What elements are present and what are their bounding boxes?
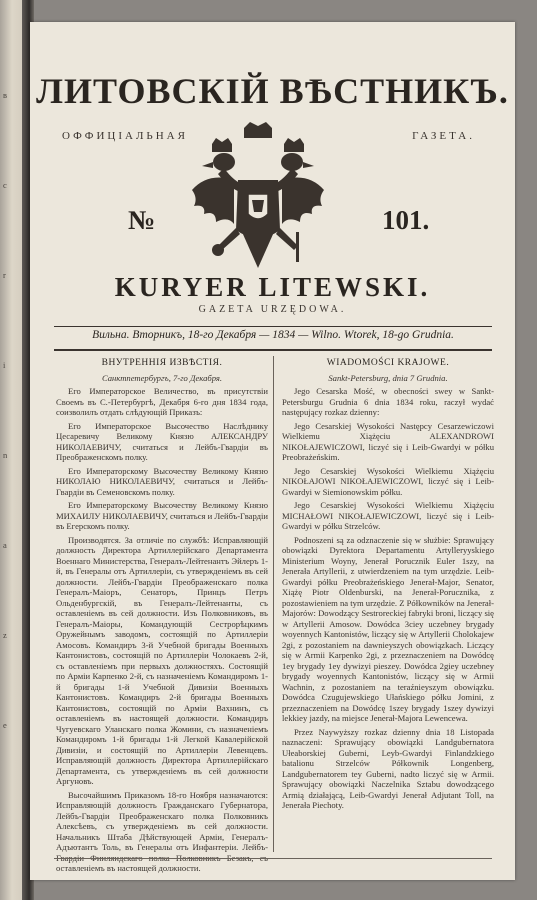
page-fragment: с [3, 180, 7, 190]
article-paragraph: Его Императорское Величество, въ присутствіи Своемъ въ С.-Петербургѣ, Декабря 6-го дня 1834 года, соизволилъ отдать слѣдующій Приказъ: [56, 386, 268, 417]
newspaper-page [30, 22, 515, 880]
masthead-subtitle-left: ОФФИЦІАЛЬНАЯ [62, 130, 188, 142]
column-russian [56, 358, 268, 873]
article-paragraph: Przez Naywyższy rozkaz dzienny dnia 18 Listopada naznaczeni: Sprawujący obowiązki Landgubernatora Ułeaborskiej Guberni, Leyb-Gwardyi Finlandzkiego batalionu Strzelców Półkownik Longenberg, Landgubernatorem tey Guberni, nadto liczyć się w Armii. Sprawujący obowiązki Naczelnika Sztabu dowodzącego Armią działającą, Leib-Gwardyi Jenerał Adjutant Toll, na Jenerała Piechoty. [282, 726, 494, 810]
article-paragraph: Его Императорскому Высочеству Великому Князю МИХАИЛУ НИКОЛАЕВИЧУ, считаться и Лейбъ-Гвардіи въ Егерскомъ полку. [56, 500, 268, 531]
column-polish [282, 358, 494, 848]
article-paragraph: Высочайшимъ Приказомъ 18-го Ноября назначаются: Исправляющій должность Гражданскаго Губернатора, Лейбъ-Гвардіи Преображенскаго полка Полковникъ Алексѣевъ, съ утвержденіемъ въ сей должности. Начальникъ Штаба Дѣйствующей Арміи, Генералъ-Адъютантъ Толь, въ Генералы отъ Инфантеріи. Лейбъ- оставленіемъ въ настоящей должности. [56, 789, 268, 873]
page-fragment: z [3, 630, 7, 640]
masthead-subtitle-right: ГАЗЕТА. [412, 130, 475, 142]
bottom-rule [54, 858, 492, 859]
dateline-rule-top [54, 326, 492, 327]
dateline: Вильна. Вторникъ, 18-го Декабря — 1834 — Wilno. Wtorek, 18-go Grudnia. [92, 329, 454, 341]
page-fragment: r [3, 270, 6, 280]
page-fragment: i [3, 360, 6, 370]
article-paragraph: Podnoszeni są za odznaczenie się w służbie: Sprawujący obowiązki Dyrektora Departamentu Artylleryyskiego Ministerium Woyny, Jenerał Porucznik Euler 1szy, na Jenerała Artyllerii, z utwierdzeniem na tym urzędzie. Leib-Gwardyi półku Preobrażeńskiego Jenerał-Major, Senator, Xiążę Piotr Oldenburski, na Jenerał-Porucznika, z pozostawieniem na tym urzędzie. Z Półkowników na Jenerał-Majorów: Dowodzący Sestroreckiej fabryki broni, liczący się w Artyllerii Amosow. Dowódca 3ciey uczebney brygady woyennych Kantonistów, liczący się w Artyllerii Cholokajew 2gi, z pozostaniem na dawnieyszych obowiązkach. Liczący się w Armii Karpenko 2gi, z przeznaczeniem na Dowódcę 1ey brygady 1ey dywizyi pieszey. Dowódca 2giey uczebney brygady woyennych Kantonistów, liczący się w Armii Wachnin, z pozostaniem na teraźnieyszym obowiązku. Dowódca Czugujewskiego Ułańskiego półku Jomini, z przeznaczeniem na Dowódcę 1szey brygady 1szey dywizyi lekkiey jazdy, na miejsce Jenerał-Majora Lewencewa. [282, 534, 494, 723]
masthead-title-russian: ЛИТОВСКІЙ ВѢСТНИКЪ. [36, 71, 509, 111]
article-paragraph: Производятся. За отличіе по службѣ: Исправляющій должность Директора Артиллерійскаго Департамента Военнаго Министерства, Генералъ-Лейтенантъ Эйлеръ 1-й, въ Генералы отъ Артиллеріи, съ утвержденіемъ въ сей должности. Лейбъ-Гвардіи Преображенскаго полка Генералъ-Маіоръ, Сенаторъ, Принцъ Петръ Ольденбургскій, въ Генералъ-Лейтенанты, съ оставленіемъ въ сей должности. Изъ Полковниковъ, въ Генералъ-Маіоры, Командующій Сестрорѣцкимъ Оружейнымъ заводомъ, состоящій по Артиллеріи Амосовъ. Командиръ 3-й Учебной бригады Военныхъ Кантонистовъ, состоящій по Артиллеріи Чолокаевъ 2-й, съ оставленіемъ при первыхъ должностяхъ. Состоящій по Арміи Карпенко 2-й, съ назначеніемъ Командиромъ 1-й бригады 1-й Учебной Дивизіи Военныхъ Кантонистовъ. Командиръ 2-й бригады Военныхъ Кантонистовъ, состоящій по Арміи Вахнинъ, съ оставленіемъ въ настоящей должности. Командиръ Чугуевскаго Уланскаго полка Жомини, съ назначеніемъ Командиромъ 1-й бригады 1-й Легкой Кавалерійской Дивизіи, и состоящій по Артиллеріи Левенцевъ. Исправляющій должность Директора Артиллерійскаго Департамента, съ утвержденіемъ въ сей должности Аргуновъ. [56, 534, 268, 786]
article-paragraph: Sankt-Petersburg, dnia 7 Grudnia. [328, 372, 448, 383]
article-paragraph: Санктпетербургъ, 7-го Декабря. [101, 372, 223, 383]
page-fragment: n [3, 450, 8, 460]
article-paragraph: Jego Cesarskiej Wysokości Wielkiemu Xiążęciu NIKOŁAJOWI NIKOŁAJEWICZOWI, liczyć się i Leib-Gwardyi w Siemionowskim półku. [282, 465, 494, 497]
masthead-subtitle-polish: GAZETA URZĘDOWA. [198, 304, 347, 315]
dateline-rule-bottom [54, 349, 492, 351]
double-headed-eagle-icon [188, 120, 328, 270]
article-paragraph: Jego Cesarskiej Wysokości Następcy Cesarzewiczowi Wielkiemu Xiążęciu ALEXANDROWI NIKOŁAJEWICZOWI, liczyć się i Leib-Gwardyi w półku Preobrażeńskim. [282, 420, 494, 462]
article-paragraph: Его Императорское Высочество Наслѣднику Цесаревичу Великому Князю АЛЕКСАНДРУ НИКОЛАЕВИЧУ, считаться и Лейбъ-Гвардіи въ Преображенскомъ полку. [56, 420, 268, 462]
column-heading-russian: ВНУТРЕННІЯ ИЗВѢСТІЯ. [101, 358, 223, 368]
page-fragment: e [3, 720, 7, 730]
masthead-title-polish: KURYER LITEWSKI. [114, 272, 431, 302]
article-paragraph: Jego Cesarskiej Wysokości Wielkiemu Xiążęciu MICHAŁOWI NIKOŁAJEWICZOWI, liczyć się i Leib-Gwardyi w półku Strzelców. [282, 500, 494, 531]
article-paragraph: Его Императорскому Высочеству Великому Князю НИКОЛАЮ НИКОЛАЕВИЧУ, считаться и Лейбъ-Гвардіи въ Семеновскомъ полку. [56, 465, 268, 497]
column-divider [273, 356, 274, 852]
issue-number: 101. [382, 205, 430, 235]
column-heading-polish: WIADOMOŚCI KRAJOWE. [326, 358, 450, 368]
page-fragment: a [3, 540, 7, 550]
article-paragraph: Jego Cesarska Mość, w obecności swey w Sankt-Petersburgu Grudnia 6 dnia 1834 roku, raczył wydać następujący rozkaz dzienny: [282, 386, 494, 417]
page-fragment: в [3, 90, 8, 100]
issue-number-label: № [128, 205, 156, 235]
